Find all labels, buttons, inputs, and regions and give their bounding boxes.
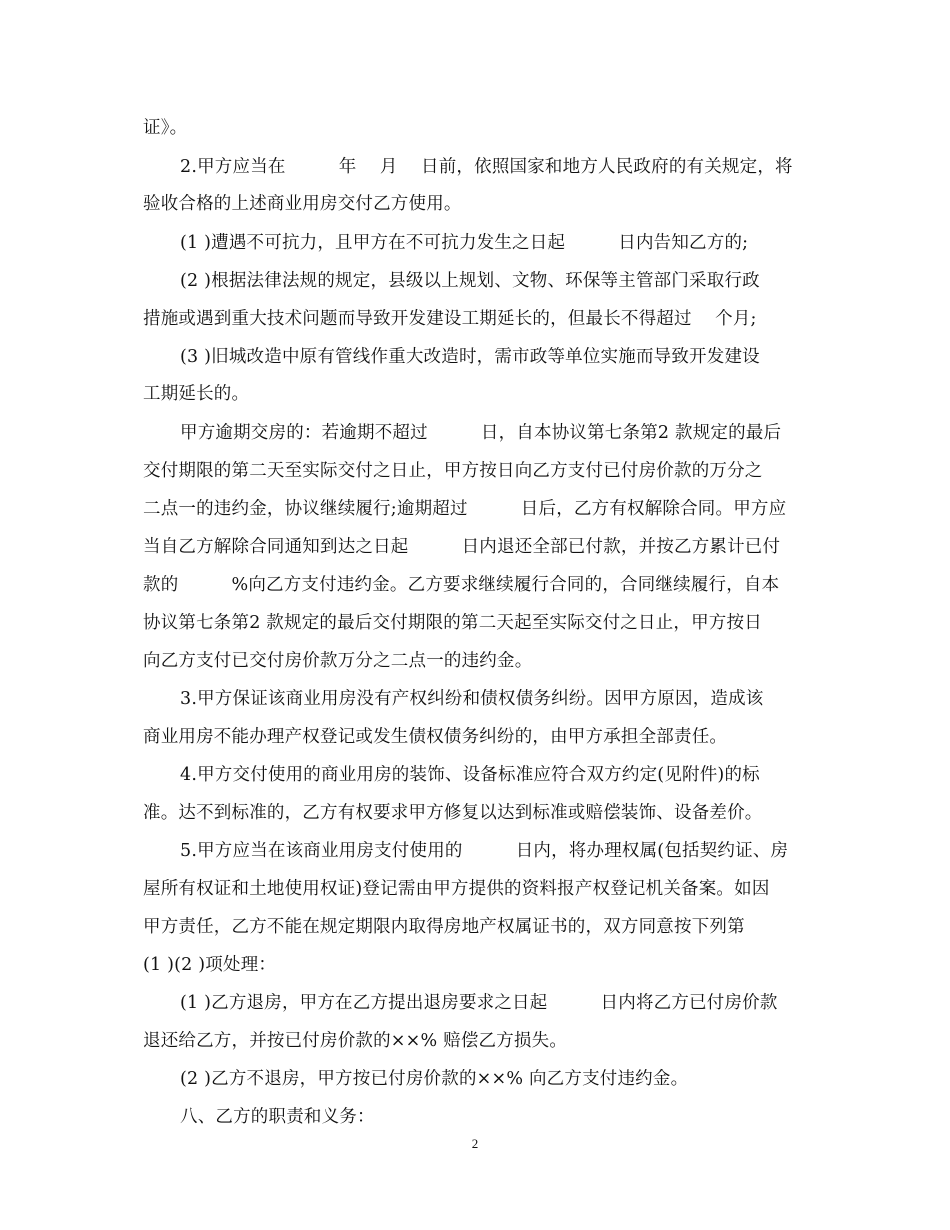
text-line: 退还给乙方，并按已付房价款的××% 赔偿乙方损失。: [143, 1031, 568, 1051]
text-line: (2 )根据法律法规的规定，县级以上规划、文物、环保等主管部门采取行政: [180, 271, 760, 291]
text-line: 八、乙方的职责和义务：: [180, 1107, 375, 1127]
page-number: 2: [471, 1136, 479, 1151]
text-line: (1 )乙方退房，甲方在乙方提出退房要求之日起 日内将乙方已付房价款: [180, 993, 778, 1013]
text-line: 商业用房不能办理产权登记或发生债权债务纠纷的，由甲方承担全部责任。: [143, 727, 728, 747]
text-line: 验收合格的上述商业用房交付乙方使用。: [143, 194, 462, 214]
text-line: 措施或遇到重大技术问题而导致开发建设工期延长的，但最长不得超过 个月;: [143, 309, 757, 329]
text-line: 当自乙方解除合同通知到达之日起 日内退还全部已付款，并按乙方累计已付: [143, 537, 781, 557]
text-line: 交付期限的第二天至实际交付之日止，甲方按日向乙方支付已付房价款的万分之: [143, 461, 763, 481]
text-line: 准。达不到标准的，乙方有权要求甲方修复以达到标准或赔偿装饰、设备差价。: [143, 803, 763, 823]
text-line: (2 )乙方不退房，甲方按已付房价款的××% 向乙方支付违约金。: [180, 1069, 689, 1089]
text-line: 向乙方支付已交付房价款万分之二点一的违约金。: [143, 651, 533, 671]
text-line: (3 )旧城改造中原有管线作重大改造时，需市政等单位实施而导致开发建设: [180, 347, 760, 367]
text-line: 甲方责任，乙方不能在规定期限内取得房地产权属证书的，双方同意按下列第: [143, 917, 745, 937]
text-line: 工期延长的。: [143, 384, 250, 404]
text-line: 二点一的违约金，协议继续履行;逾期超过 日后，乙方有权解除合同。甲方应: [143, 499, 787, 519]
text-line: 3.甲方保证该商业用房没有产权纠纷和债权债务纠纷。因甲方原因，造成该: [180, 689, 764, 709]
text-line: 2.甲方应当在 年 月 日前，依照国家和地方人民政府的有关规定，将: [180, 157, 793, 177]
text-line: 甲方逾期交房的：若逾期不超过 日，自本协议第七条第2 款规定的最后: [180, 423, 782, 443]
text-line: 5.甲方应当在该商业用房支付使用的 日内，将办理权属(包括契约证、房: [180, 841, 789, 861]
text-line: 协议第七条第2 款规定的最后交付期限的第二天起至实际交付之日止，甲方按日: [143, 613, 762, 633]
text-line: 4.甲方交付使用的商业用房的装饰、设备标准应符合双方约定(见附件)的标: [180, 765, 760, 785]
text-line: 款的 %向乙方支付违约金。乙方要求继续履行合同的，合同继续履行，自本: [143, 575, 780, 595]
text-line: 屋所有权证和土地使用权证)登记需由甲方提供的资料报产权登记机关备案。如因: [143, 879, 770, 899]
text-line: 证》。: [143, 118, 188, 138]
text-line: (1 )遭遇不可抗力，且甲方在不可抗力发生之日起 日内告知乙方的;: [180, 233, 749, 253]
text-line: (1 )(2 )项处理：: [143, 955, 277, 975]
